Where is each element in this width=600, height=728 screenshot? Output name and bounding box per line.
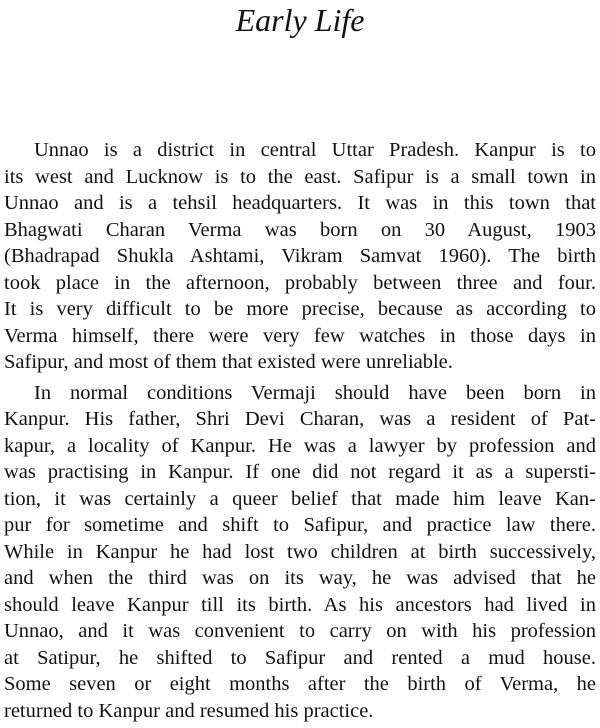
chapter-title: Early Life xyxy=(235,2,365,38)
text-line: Kanpur. His father, Shri Devi Charan, was a resident of Pat- xyxy=(4,408,596,430)
text-line: its west and Lucknow is to the east. Safipur is a small town in xyxy=(4,165,596,188)
text-line: tion, it was certainly a queer belief that made him leave Kan- xyxy=(4,487,596,510)
text-line: It is very difficult to be more precise, because as according to xyxy=(4,298,596,320)
text-line: (Bhadrapad Shukla Ashtami, Vikram Samvat 1960). The birth xyxy=(4,245,596,267)
chapter-body xyxy=(4,137,596,724)
text-line: Safipur, and most of them that existed were unreliable. xyxy=(4,351,453,373)
text-line: Verma himself, there were very few watches in those days in xyxy=(4,324,596,347)
text-line: took place in the afternoon, probably between three and four. xyxy=(4,271,596,294)
paragraph-2 xyxy=(4,380,596,725)
text-line: While in Kanpur he had lost two children at birth successively, xyxy=(4,540,596,563)
text-line: kapur, a locality of Kanpur. He was a lawyer by profession and xyxy=(4,434,596,457)
paragraph-1 xyxy=(4,137,596,376)
text-line: Some seven or eight months after the birth of Verma, he xyxy=(4,673,596,695)
text-line: In normal conditions Vermaji should have been born in xyxy=(34,381,596,404)
text-line: at Satipur, he shifted to Safipur and rented a mud house. xyxy=(4,646,596,669)
text-line: and when the third was on its way, he was advised that he xyxy=(4,567,596,589)
text-line: Unnao and is a tehsil headquarters. It was in this town that xyxy=(4,192,596,214)
text-line: pur for sometime and shift to Safipur, and practice law there. xyxy=(4,514,596,536)
text-line: Unnao, and it was convenient to carry on with his profession xyxy=(4,620,596,642)
text-line: was practising in Kanpur. If one did not regard it as a supersti- xyxy=(4,461,596,483)
text-line: Bhagwati Charan Verma was born on 30 August, 1903 xyxy=(4,218,596,241)
text-line: should leave Kanpur till its birth. As his ancestors had lived in xyxy=(4,593,596,616)
text-line: returned to Kanpur and resumed his practice. xyxy=(4,699,374,722)
text-line: Unnao is a district in central Uttar Pradesh. Kanpur is to xyxy=(34,139,596,161)
